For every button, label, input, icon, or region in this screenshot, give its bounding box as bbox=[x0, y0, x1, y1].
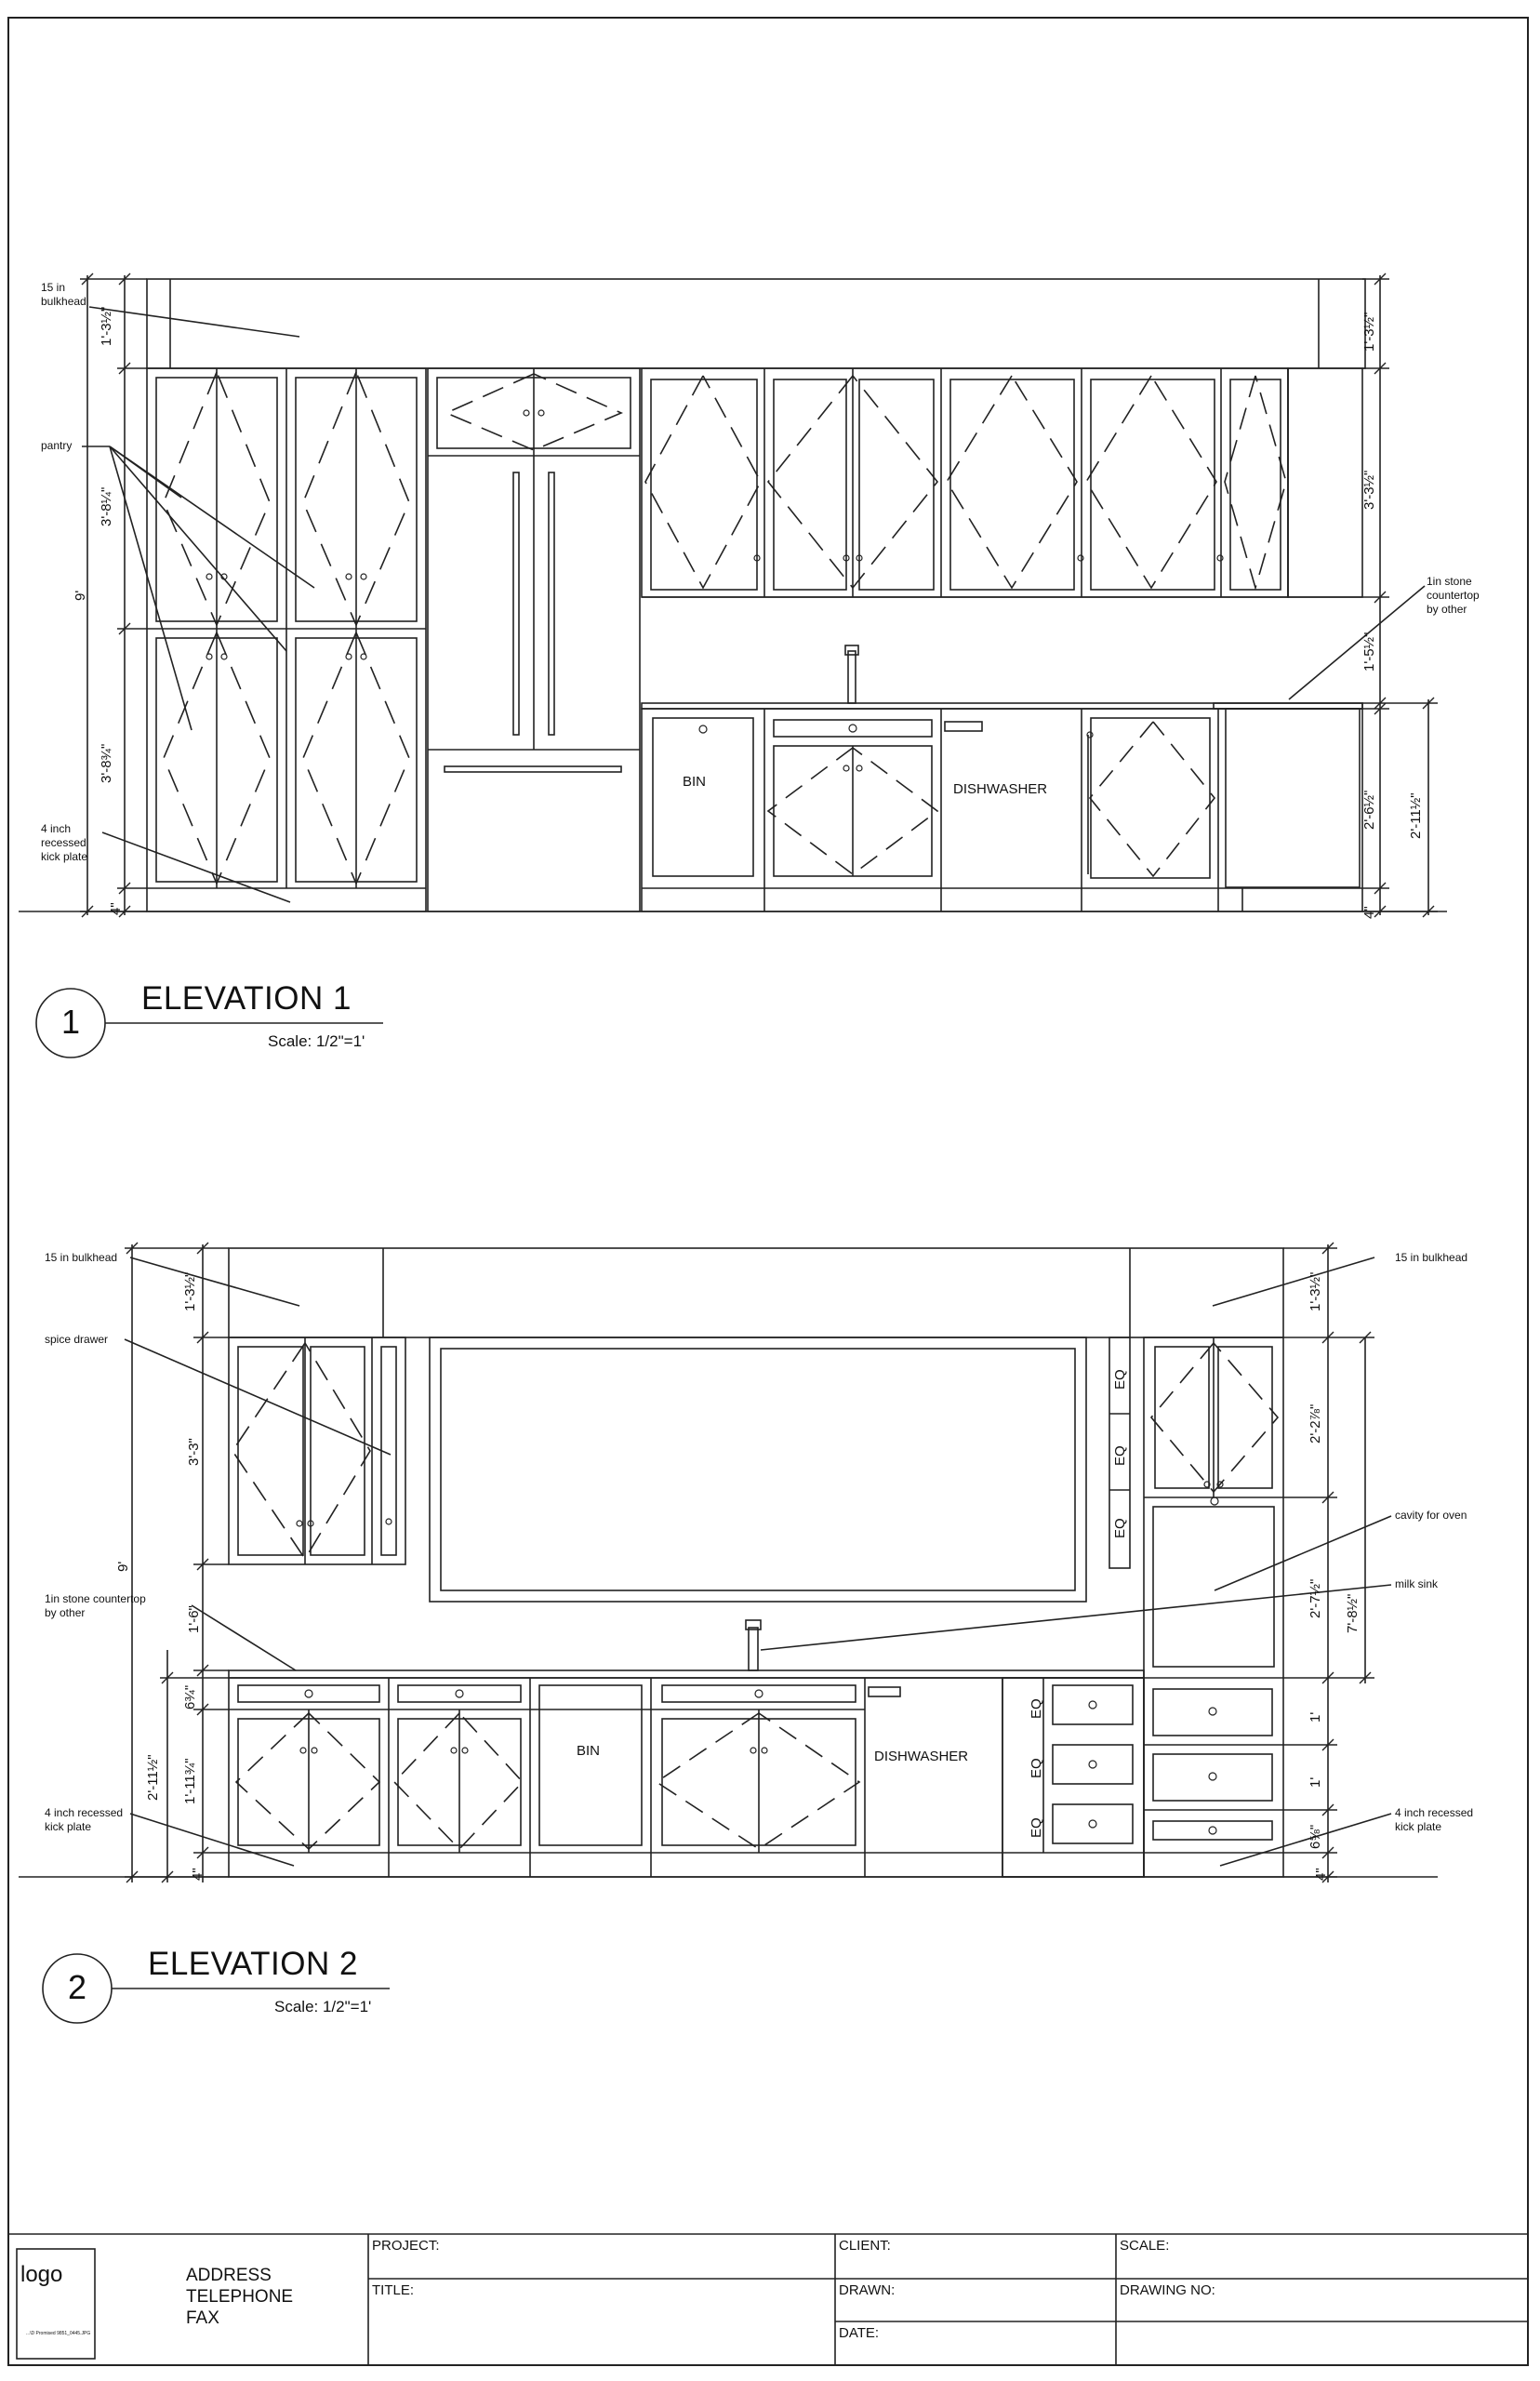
note-oven: cavity for oven bbox=[1395, 1509, 1467, 1522]
note-bulkhead-left: 15 in bulkhead bbox=[45, 1251, 118, 1264]
dim-right-counter: 2'-6½" bbox=[1361, 790, 1377, 830]
elevation-1-scale: Scale: 1/2"=1' bbox=[268, 1032, 365, 1050]
dim-left-bulkhead: 1'-3½" bbox=[99, 306, 114, 346]
note-bulkhead: 15 in bulkhead bbox=[41, 281, 86, 308]
dim2-right-kick: 4" bbox=[1313, 1868, 1329, 1881]
dim2-left-bulkhead: 1'-3½" bbox=[182, 1271, 198, 1311]
eq-label: EQ bbox=[1112, 1518, 1128, 1538]
dim2-right-oven: 2'-7½" bbox=[1308, 1578, 1323, 1618]
note-pantry: pantry bbox=[41, 439, 73, 452]
elevation-2-number: 2 bbox=[67, 1968, 87, 2006]
date-field-label: DATE: bbox=[839, 2325, 880, 2341]
note-kick-right: 4 inch recessed kick plate bbox=[1395, 1806, 1474, 1833]
eq-label: EQ bbox=[1112, 1369, 1128, 1390]
dim-right-total-base: 2'-11½" bbox=[1408, 792, 1424, 839]
project-field-label: PROJECT: bbox=[372, 2238, 440, 2254]
elevation-2-title: ELEVATION 2 bbox=[148, 1946, 358, 1982]
dishwasher-label-2: DISHWASHER bbox=[874, 1749, 969, 1764]
dim2-left-upper: 3'-3" bbox=[186, 1438, 202, 1466]
note-kick-plate: 4 inch recessed kick plate bbox=[41, 822, 88, 863]
eq-label: EQ bbox=[1029, 1817, 1044, 1838]
elevation-2-drawing bbox=[19, 1243, 1438, 2023]
scale-field-label: SCALE: bbox=[1120, 2238, 1170, 2254]
dim2-left-drawer: 6¾" bbox=[182, 1684, 198, 1709]
client-field-label: CLIENT: bbox=[839, 2238, 891, 2254]
dishwasher-label: DISHWASHER bbox=[953, 781, 1048, 797]
note-countertop: 1in stone countertop by other bbox=[1427, 575, 1480, 616]
note-kick-left: 4 inch recessed kick plate bbox=[45, 1806, 124, 1833]
title-field-label: TITLE: bbox=[372, 2282, 415, 2298]
elevation-1-title: ELEVATION 1 bbox=[141, 980, 352, 1017]
dim-left-upper: 3'-8¼" bbox=[99, 486, 114, 526]
dim2-right-oven-total: 7'-8½" bbox=[1345, 1593, 1361, 1633]
address-text: ADDRESS bbox=[186, 2266, 272, 2285]
note-countertop: 1in stone countertop by other bbox=[45, 1592, 146, 1619]
eq-label: EQ bbox=[1029, 1698, 1044, 1719]
dim-left-lower: 3'-8¾" bbox=[99, 743, 114, 783]
dim2-left-total: 9' bbox=[115, 1561, 131, 1572]
elevation-2-scale: Scale: 1/2"=1' bbox=[274, 1998, 372, 2015]
elevation-1-drawing bbox=[19, 273, 1447, 1057]
dim2-right-drawer2: 1' bbox=[1308, 1776, 1323, 1788]
drawn-field-label: DRAWN: bbox=[839, 2282, 896, 2298]
dim2-left-base: 1'-11¾" bbox=[182, 1758, 198, 1804]
dim2-left-backsplash: 1'-6" bbox=[186, 1605, 202, 1633]
note-bulkhead-right: 15 in bulkhead bbox=[1395, 1251, 1468, 1264]
logo-caption: ...\D Promised 9851_0445.JPG bbox=[26, 2331, 91, 2336]
dim2-right-drawer3: 6⅝" bbox=[1308, 1824, 1323, 1849]
eq-label: EQ bbox=[1112, 1445, 1128, 1466]
bin-label: BIN bbox=[683, 774, 707, 790]
bin-label-2: BIN bbox=[577, 1743, 601, 1759]
note-milk-sink: milk sink bbox=[1395, 1577, 1439, 1590]
dim2-right-drawer1: 1' bbox=[1308, 1711, 1323, 1723]
dim2-left-base-total: 2'-11½" bbox=[145, 1754, 161, 1801]
dim-right-kick: 4" bbox=[1361, 906, 1377, 919]
dim-right-bulkhead: 1'-3½" bbox=[1361, 312, 1377, 352]
eq-label: EQ bbox=[1029, 1758, 1044, 1778]
dim-right-backsplash: 1'-5½" bbox=[1361, 632, 1377, 672]
dim2-left-kick: 4" bbox=[190, 1868, 206, 1881]
dim-right-upper: 3'-3½" bbox=[1361, 470, 1377, 510]
fax-text: FAX bbox=[186, 2308, 219, 2328]
dim-left-kick: 4" bbox=[108, 902, 124, 915]
dim2-right-bulkhead: 1'-3½" bbox=[1308, 1271, 1323, 1311]
drawing-no-field-label: DRAWING NO: bbox=[1120, 2282, 1215, 2298]
dim-left-total: 9' bbox=[73, 590, 88, 601]
dim2-right-upper: 2'-2⅞" bbox=[1308, 1403, 1323, 1443]
note-spice-drawer: spice drawer bbox=[45, 1333, 109, 1346]
telephone-text: TELEPHONE bbox=[186, 2287, 294, 2307]
elevation-1-number: 1 bbox=[60, 1003, 81, 1041]
logo: logo bbox=[20, 2262, 63, 2287]
